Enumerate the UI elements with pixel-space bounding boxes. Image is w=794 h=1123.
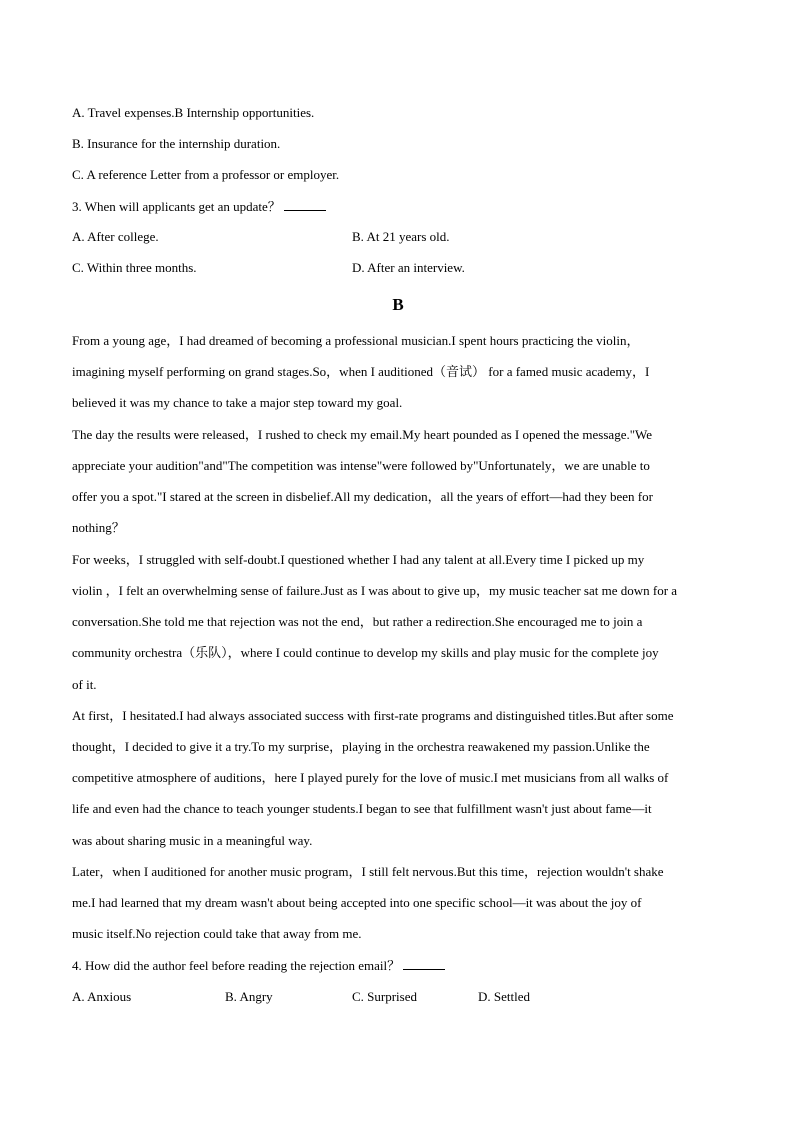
passage-line: was about sharing music in a meaningful way.	[72, 833, 313, 848]
passage-line: The day the results were released，I rushed to check my email.My heart pounded as I opened the message."We	[72, 427, 653, 442]
passage-line: violin ，I felt an overwhelming sense of failure.Just as I was about to give up，my music teacher sat me down for a	[72, 583, 678, 598]
q3-option-a: A. After college.	[72, 229, 159, 244]
passage-line: life and even had the chance to teach younger students.I began to see that fulfillment wasn't just about fame—it	[72, 801, 652, 816]
passage-line: nothing？	[72, 520, 125, 535]
section-b-heading: B	[392, 295, 404, 314]
passage-line: me.I had learned that my dream wasn't about being accepted into one specific school—it was about the joy of	[72, 895, 642, 910]
passage-line: conversation.She told me that rejection was not the end，but rather a redirection.She encouraged me to join a	[72, 614, 643, 629]
q4-question-line	[72, 957, 445, 974]
passage-line: From a young age，I had dreamed of becoming a professional musician.I spent hours practicing the violin，	[72, 333, 640, 348]
q3-option-c: C. Within three months.	[72, 260, 197, 275]
passage-line: For weeks，I struggled with self-doubt.I questioned whether I had any talent at all.Every time I picked up my	[72, 552, 645, 567]
q2-option-a: A. Travel expenses.B Internship opportunities.	[72, 105, 315, 120]
passage-line: community orchestra（乐队），where I could continue to develop my skills and play music for the complete joy	[72, 645, 659, 660]
q2-option-c: C. A reference Letter from a professor or employer.	[72, 167, 340, 182]
q3-question-line	[72, 198, 326, 215]
q4-question-text: 4. How did the author feel before reading the rejection email？	[72, 958, 401, 973]
q4-option-d: D. Settled	[478, 989, 530, 1004]
passage-line: competitive atmosphere of auditions，here I played purely for the love of music.I met musicians from all walks of	[72, 770, 669, 785]
passage-line: music itself.No rejection could take that away from me.	[72, 926, 362, 941]
passage-line: At first，I hesitated.I had always associated success with first-rate programs and distinguished titles.But after some	[72, 708, 674, 723]
q4-answer-blank[interactable]	[403, 957, 445, 970]
passage-line: believed it was my chance to take a major step toward my goal.	[72, 395, 403, 410]
q4-option-b: B. Angry	[225, 989, 273, 1004]
passage-line: imagining myself performing on grand stages.So，when I auditioned（音试） for a famed music academy，I	[72, 364, 650, 379]
q2-option-b: B. Insurance for the internship duration.	[72, 136, 281, 151]
q4-option-c: C. Surprised	[352, 989, 417, 1004]
q3-answer-blank[interactable]	[284, 198, 326, 211]
q3-option-b: B. At 21 years old.	[352, 229, 450, 244]
passage-line: offer you a spot."I stared at the screen in disbelief.All my dedication，all the years of effort—had they been for	[72, 489, 653, 504]
q3-question-text: 3. When will applicants get an update？	[72, 199, 281, 214]
passage-line: of it.	[72, 677, 97, 692]
passage-line: thought，I decided to give it a try.To my surprise，playing in the orchestra reawakened my passion.Unlike the	[72, 739, 650, 754]
q4-option-a: A. Anxious	[72, 989, 132, 1004]
passage-line: appreciate your audition"and"The competition was intense"were followed by"Unfortunately，we are unable to	[72, 458, 650, 473]
q3-option-d: D. After an interview.	[352, 260, 465, 275]
passage-line: Later，when I auditioned for another music program，I still felt nervous.But this time，rejection wouldn't shake	[72, 864, 664, 879]
